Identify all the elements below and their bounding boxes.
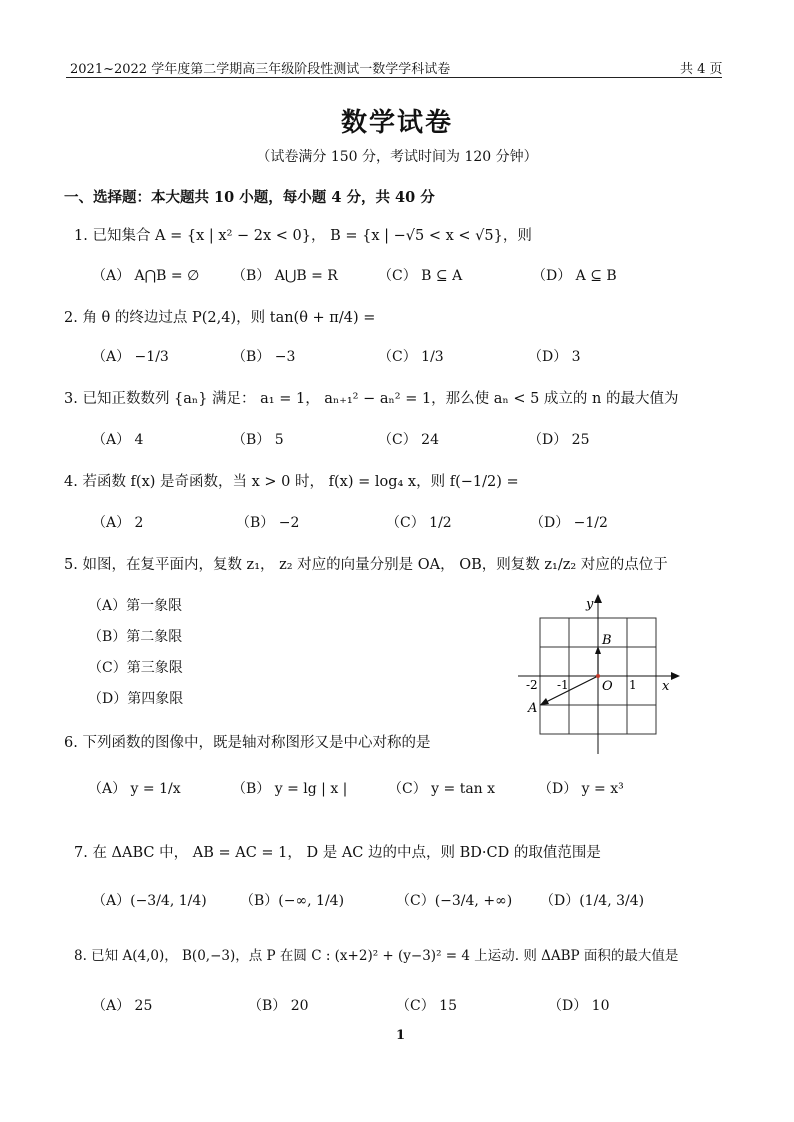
y-axis-arrow-icon bbox=[594, 594, 602, 603]
question-8-stem: 8. 已知 A(4,0)， B(0,−3)，点 P 在圆 C : (x+2)² + (y−3)² = 4 上运动. 则 ΔABP 面积的最大值是 bbox=[74, 948, 679, 964]
question-8-option-d: （D） 10 bbox=[548, 998, 610, 1014]
question-7-stem: 7. 在 ΔABC 中， AB = AC = 1， D 是 AC 边的中点，则 BD·CD 的取值范围是 bbox=[74, 845, 601, 861]
point-b-label: B bbox=[602, 633, 612, 648]
question-8-option-b: （B） 20 bbox=[248, 998, 309, 1014]
header-divider bbox=[66, 77, 722, 78]
question-8-option-c: （C） 15 bbox=[396, 998, 457, 1014]
question-5-option-a: （A）第一象限 bbox=[88, 598, 183, 614]
question-1-option-b: （B） A⋃B = R bbox=[232, 268, 338, 284]
question-7-option-c: （C）(−3/4, +∞) bbox=[396, 893, 513, 909]
x-axis-label: x bbox=[662, 679, 670, 694]
header-title: 2021~2022 学年度第二学期高三年级阶段性测试一数学学科试卷 bbox=[70, 62, 451, 77]
section-heading: 一、选择题：本大题共 10 小题，每小题 4 分，共 40 分 bbox=[64, 189, 435, 206]
question-6-option-b: （B） y = lg | x | bbox=[232, 781, 348, 797]
page-subtitle: （试卷满分 150 分，考试时间为 120 分钟） bbox=[256, 149, 538, 165]
question-5-option-b: （B）第二象限 bbox=[88, 629, 183, 645]
question-6-option-d: （D） y = x³ bbox=[538, 781, 624, 797]
question-2-option-a: （A） −1/3 bbox=[92, 349, 169, 365]
question-4-option-c: （C） 1/2 bbox=[386, 515, 452, 531]
question-6-option-c: （C） y = tan x bbox=[388, 781, 496, 797]
header-page-count: 共 4 页 bbox=[680, 62, 723, 77]
question-2-option-b: （B） −3 bbox=[232, 349, 296, 365]
question-2-option-d: （D） 3 bbox=[528, 349, 581, 365]
question-3-option-a: （A） 4 bbox=[92, 432, 144, 448]
question-1-option-d: （D） A ⊆ B bbox=[532, 268, 617, 284]
tick-label-neg2: -2 bbox=[526, 678, 538, 692]
question-3-option-c: （C） 24 bbox=[378, 432, 439, 448]
vector-oa bbox=[544, 676, 598, 703]
vector-oa-arrow-icon bbox=[540, 698, 549, 705]
question-5-option-c: （C）第三象限 bbox=[88, 660, 183, 676]
question-7-option-a: （A）(−3/4, 1/4) bbox=[92, 893, 207, 909]
question-4-option-a: （A） 2 bbox=[92, 515, 144, 531]
question-5-stem: 5. 如图，在复平面内，复数 z₁， z₂ 对应的向量分别是 OA， OB，则复数 z₁/z₂ 对应的点位于 bbox=[64, 557, 668, 573]
tick-label-1: 1 bbox=[629, 678, 637, 692]
question-1-option-c: （C） B ⊆ A bbox=[378, 268, 463, 284]
origin-label: O bbox=[602, 679, 613, 694]
question-1-option-a: （A） A⋂B = ∅ bbox=[92, 268, 200, 284]
tick-label-neg1: -1 bbox=[557, 678, 569, 692]
question-2-option-c: （C） 1/3 bbox=[378, 349, 444, 365]
question-4-stem: 4. 若函数 f(x) 是奇函数，当 x > 0 时， f(x) = log₄ x，则 f(−1/2) = bbox=[64, 474, 519, 490]
page-title: 数学试卷 bbox=[340, 108, 453, 138]
question-7-option-d: （D）(1/4, 3/4) bbox=[540, 893, 645, 909]
question-4-option-b: （B） −2 bbox=[236, 515, 300, 531]
question-3-option-d: （D） 25 bbox=[528, 432, 590, 448]
y-axis-label: y bbox=[586, 597, 594, 612]
question-5-option-d: （D）第四象限 bbox=[88, 691, 184, 707]
question-8-option-a: （A） 25 bbox=[92, 998, 153, 1014]
origin-point bbox=[596, 674, 600, 678]
question-4-option-d: （D） −1/2 bbox=[530, 515, 608, 531]
question-6-option-a: （A） y = 1/x bbox=[88, 781, 181, 797]
point-a-label: A bbox=[528, 701, 538, 716]
question-1-stem: 1. 已知集合 A = {x | x² − 2x < 0}， B = {x | −√5 < x < √5}，则 bbox=[74, 228, 532, 244]
question-6-stem: 6. 下列函数的图像中，既是轴对称图形又是中心对称的是 bbox=[64, 735, 431, 751]
question-7-option-b: （B）(−∞, 1/4) bbox=[240, 893, 345, 909]
question-2-stem: 2. 角 θ 的终边过点 P(2,4)，则 tan(θ + π/4) = bbox=[64, 310, 376, 326]
x-axis-arrow-icon bbox=[671, 672, 680, 680]
question-3-stem: 3. 已知正数数列 {aₙ} 满足： a₁ = 1， aₙ₊₁² − aₙ² = 1，那么使 aₙ < 5 成立的 n 的最大值为 bbox=[64, 391, 679, 407]
page-number: 1 bbox=[396, 1028, 406, 1043]
complex-plane-figure bbox=[510, 590, 690, 760]
question-3-option-b: （B） 5 bbox=[232, 432, 284, 448]
